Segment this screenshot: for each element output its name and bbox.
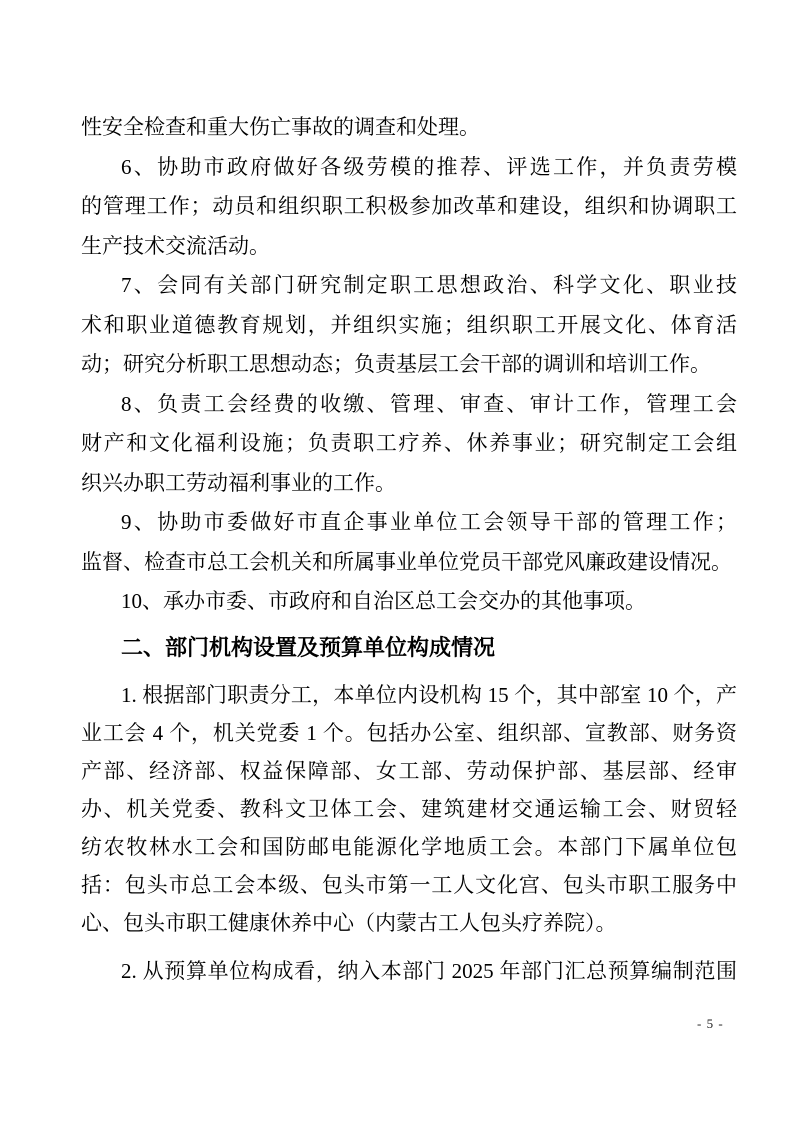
text-line: 的管理工作；动员和组织职工积极参加改革和建设，组织和协调职工 bbox=[81, 194, 737, 218]
text-line: 1. 根据部门职责分工，本单位内设机构 15 个，其中部室 10 个，产 bbox=[121, 682, 737, 707]
paragraph-item9 bbox=[81, 503, 737, 582]
paragraph-item6 bbox=[81, 148, 737, 267]
paragraph-budget-units bbox=[81, 952, 737, 990]
text-line: 产部、经济部、权益保障部、女工部、劳动保护部、基层部、经审 bbox=[81, 758, 737, 783]
text-line: 性安全检查和重大伤亡事故的调查和处理。 bbox=[81, 115, 480, 139]
paragraph-item10 bbox=[81, 582, 737, 622]
text-line: 心、包头市职工健康休养中心（内蒙古工人包头疗养院）。 bbox=[81, 910, 617, 935]
paragraph-item5-continuation bbox=[81, 108, 737, 148]
text-line: 动；研究分析职工思想动态；负责基层工会干部的调训和培训工作。 bbox=[81, 352, 711, 376]
text-line: 2. 从预算单位构成看，纳入本部门 2025 年部门汇总预算编制范围 bbox=[121, 958, 737, 983]
text-line: 财产和文化福利设施；负责职工疗养、休养事业；研究制定工会组 bbox=[81, 431, 737, 455]
paragraph-item8 bbox=[81, 385, 737, 504]
text-line: 纺农牧林水工会和国防邮电能源化学地质工会。本部门下属单位包 bbox=[81, 834, 737, 859]
text-line: 业工会 4 个，机关党委 1 个。包括办公室、组织部、宣教部、财务资 bbox=[81, 720, 737, 745]
page-number: - 5 - bbox=[697, 1016, 724, 1031]
text-line: 二、部门机构设置及预算单位构成情况 bbox=[121, 634, 496, 660]
paragraph-item7 bbox=[81, 266, 737, 385]
document-body bbox=[81, 108, 737, 990]
text-line: 办、机关党委、教科文卫体工会、建筑建材交通运输工会、财贸轻 bbox=[81, 796, 737, 821]
text-line: 括：包头市总工会本级、包头市第一工人文化宫、包头市职工服务中 bbox=[81, 872, 737, 897]
text-line: 7、会同有关部门研究制定职工思想政治、科学文化、职业技 bbox=[121, 273, 737, 297]
section-heading bbox=[81, 628, 737, 668]
text-line: 6、协助市政府做好各级劳模的推荐、评选工作，并负责劳模 bbox=[121, 154, 737, 179]
text-line: 织兴办职工劳动福利事业的工作。 bbox=[81, 470, 396, 495]
text-line: 术和职业道德教育规划，并组织实施；组织职工开展文化、体育活 bbox=[81, 312, 737, 337]
text-line: 生产技术交流活动。 bbox=[81, 233, 270, 258]
text-line: 8、负责工会经费的收缴、管理、审查、审计工作，管理工会 bbox=[121, 391, 737, 416]
paragraph-org-structure bbox=[81, 676, 737, 942]
text-line: 监督、检查市总工会机关和所属事业单位党员干部党风廉政建设情况。 bbox=[81, 549, 732, 574]
text-line: 10、承办市委、市政府和自治区总工会交办的其他事项。 bbox=[121, 589, 646, 613]
text-line: 9、协助市委做好市直企事业单位工会领导干部的管理工作； bbox=[121, 510, 737, 534]
